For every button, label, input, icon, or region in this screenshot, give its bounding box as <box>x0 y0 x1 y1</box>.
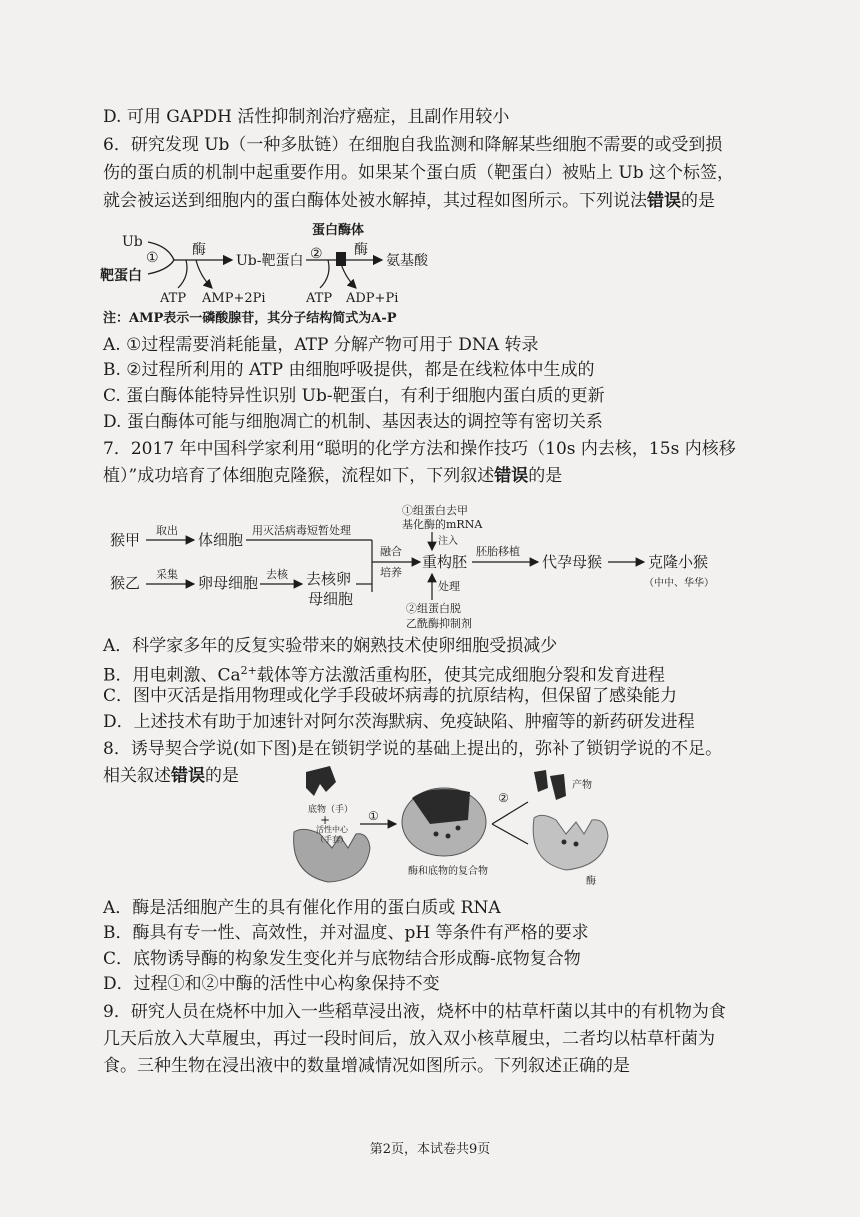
q6-option-c: C. 蛋白酶体能特异性识别 Ub-靶蛋白，有利于细胞内蛋白质的更新 <box>103 386 605 406</box>
page-footer: 第2页，本试卷共9页 <box>369 1142 491 1157</box>
atp-label-2: ATP <box>306 291 333 306</box>
monkey-a-label: 猴甲 <box>110 531 141 549</box>
enzyme-shape-2 <box>533 815 608 870</box>
q6-note: 注：AMP表示一磷酸腺苷，其分子结构简式为A-P <box>103 311 397 326</box>
clone-label: 克隆小猴 <box>648 553 709 571</box>
proteasome-label: 蛋白酶体 <box>312 223 365 238</box>
take-label: 取出 <box>156 524 178 537</box>
q8-stem-emphasis: 错误 <box>171 766 205 786</box>
amino-acid-label: 氨基酸 <box>386 253 428 269</box>
q7-stem-emphasis: 错误 <box>494 466 529 486</box>
q8-stem-line1: 8．诱导契合学说(如下图)是在锁钥学说的基础上提出的，弥补了锁钥学说的不足。 <box>103 739 723 759</box>
q5-option-d: D. 可用 GAPDH 活性抑制剂治疗癌症，且副作用较小 <box>103 107 510 127</box>
oocyte-label: 卵母细胞 <box>198 574 259 592</box>
complex-dot-3 <box>456 826 461 831</box>
collect-label: 采集 <box>156 568 178 581</box>
q8-stem-end: 的是 <box>205 766 239 786</box>
q6-stem-line2: 伤的蛋白质的机制中起重要作用。如果某个蛋白质（靶蛋白）被贴上 Ub 这个标签， <box>103 163 735 183</box>
q7-option-d: D．上述技术有助于加速针对阿尔茨海默病、免疫缺陷、肿瘤等的新药研发进程 <box>103 712 695 732</box>
q8-stem-text: 相关叙述 <box>103 766 171 786</box>
q7-stem-text: 植）”成功培育了体细胞克隆猴，流程如下，下列叙述 <box>103 466 495 486</box>
q6-option-a: A. ①过程需要消耗能量，ATP 分解产物可用于 DNA 转录 <box>103 335 539 355</box>
q6-stem-emphasis: 错误 <box>647 191 681 211</box>
q7-option-b-sup: 2+ <box>240 664 257 677</box>
enucleate-label: 去核 <box>266 568 288 581</box>
enucleated-label-2: 母细胞 <box>308 590 354 608</box>
active-site-label-1: 活性中心 <box>316 825 348 834</box>
atp-curve-1 <box>178 260 187 288</box>
product-label: 产物 <box>572 780 592 791</box>
transfer-label: 胚胎移植 <box>476 545 520 558</box>
active-site-label-2: （手套） <box>316 835 348 844</box>
q8-option-a: A．酶是活细胞产生的具有催化作用的蛋白质或 RNA <box>103 898 501 918</box>
q6-stem-line3 <box>103 189 715 213</box>
q9-stem-line1: 9．研究人员在烧杯中加入一些稻草浸出液，烧杯中的枯草杆菌以其中的有机物为食 <box>103 1002 726 1022</box>
amp-curve-1 <box>196 260 212 288</box>
atp-label-1: ATP <box>160 291 187 306</box>
cloning-flow-diagram <box>110 500 720 640</box>
step1-label: ① <box>368 809 379 823</box>
ub-degradation-diagram <box>100 218 480 310</box>
treat-label: 处理 <box>438 580 460 593</box>
q7-option-b-post: 载体等方法激活重构胚，使其完成细胞分裂和发育进程 <box>256 665 665 686</box>
enzyme1-label: 酶 <box>192 242 206 258</box>
step2-label: ② <box>310 246 323 262</box>
inject-note-2: 基化酶的mRNA <box>402 518 483 531</box>
q7-option-a: A．科学家多年的反复实验带来的娴熟技术使卵细胞受损减少 <box>103 636 558 656</box>
complex-dot-2 <box>446 834 451 839</box>
q6-stem-end: 的是 <box>681 191 715 211</box>
step1-label: ① <box>146 250 159 266</box>
q7-stem-line2 <box>103 464 562 488</box>
inject-label: 注入 <box>438 536 458 547</box>
ub-label: Ub <box>122 234 143 250</box>
treat-note-1: ②组蛋白脱 <box>406 602 461 615</box>
product-shape-1 <box>534 770 548 792</box>
q7-option-b-pre: B．用电刺激、Ca <box>103 665 241 686</box>
ub-target-label: Ub-靶蛋白 <box>236 253 304 269</box>
product-shape-2 <box>550 774 566 800</box>
surrogate-label: 代孕母猴 <box>542 553 603 571</box>
q6-option-b: B. ②过程所利用的 ATP 由细胞呼吸提供，都是在线粒体中生成的 <box>103 360 595 380</box>
fuse-label-1: 融合 <box>380 545 402 558</box>
enzyme-dot-2 <box>574 842 579 847</box>
monkey-b-label: 猴乙 <box>110 574 141 592</box>
inject-note-1: ①组蛋白去甲 <box>402 504 468 517</box>
complex-dot-1 <box>434 832 439 837</box>
q6-stem-line1: 6．研究发现 Ub（一种多肽链）在细胞自我监测和降解某些细胞不需要的或受到损 <box>103 135 723 155</box>
q8-option-b: B．酶具有专一性、高效性，并对温度、pH 等条件有严格的要求 <box>103 923 589 943</box>
q6-stem-text: 就会被运送到细胞内的蛋白酶体处被水解掉，其过程如图所示。下列说法 <box>103 191 647 211</box>
adp-label: ADP+Pi <box>346 291 399 306</box>
substrate-label: 底物（手） <box>308 805 354 815</box>
q9-stem-line2: 几天后放入大草履虫，再过一段时间后，放入双小核草履虫，二者均以枯草杆菌为 <box>103 1029 715 1049</box>
q8-option-c: C．底物诱导酶的构象发生变化并与底物结合形成酶-底物复合物 <box>103 949 581 969</box>
step2-line-down <box>492 824 528 844</box>
q7-stem-line1: 7．2017 年中国科学家利用“聪明的化学方法和操作技巧（10s 内去核，15s 内核移 <box>103 439 736 459</box>
treat-note-2: 乙酰酶抑制剂 <box>406 617 472 630</box>
fuse-label-2: 培养 <box>380 566 402 579</box>
plus-sign: + <box>320 813 331 827</box>
q9-stem-line3: 食。三种生物在浸出液中的数量增减情况如图所示。下列叙述正确的是 <box>103 1056 630 1076</box>
step2-label: ② <box>498 791 509 805</box>
enzyme2-label: 酶 <box>354 242 368 258</box>
clone-names-label: （中中、华华） <box>644 578 714 589</box>
atp-curve-2 <box>320 260 329 288</box>
q8-stem-line2 <box>103 764 239 788</box>
induced-fit-diagram <box>280 762 620 888</box>
q8-option-d: D．过程①和②中酶的活性中心构象保持不变 <box>103 974 440 994</box>
enzyme-dot-1 <box>562 840 567 845</box>
enzyme-label: 酶 <box>586 876 596 887</box>
target-protein-label: 靶蛋白 <box>100 268 142 284</box>
inactivate-label: 用灭活病毒短暂处理 <box>252 524 351 537</box>
amp-label: AMP+2Pi <box>202 291 266 306</box>
step2-line-up <box>492 802 528 824</box>
q6-option-d: D. 蛋白酶体可能与细胞凋亡的机制、基因表达的调控等有密切关系 <box>103 412 603 432</box>
q7-option-c: C．图中灭活是指用物理或化学手段破坏病毒的抗原结构，但保留了感染能力 <box>103 686 678 706</box>
reconstructed-embryo-label: 重构胚 <box>422 553 468 571</box>
enucleated-label-1: 去核卵 <box>306 570 352 588</box>
complex-label: 酶和底物的复合物 <box>408 866 488 877</box>
substrate-shape <box>306 766 336 796</box>
somatic-cell-label: 体细胞 <box>198 531 244 549</box>
q7-stem-end: 的是 <box>528 466 563 486</box>
